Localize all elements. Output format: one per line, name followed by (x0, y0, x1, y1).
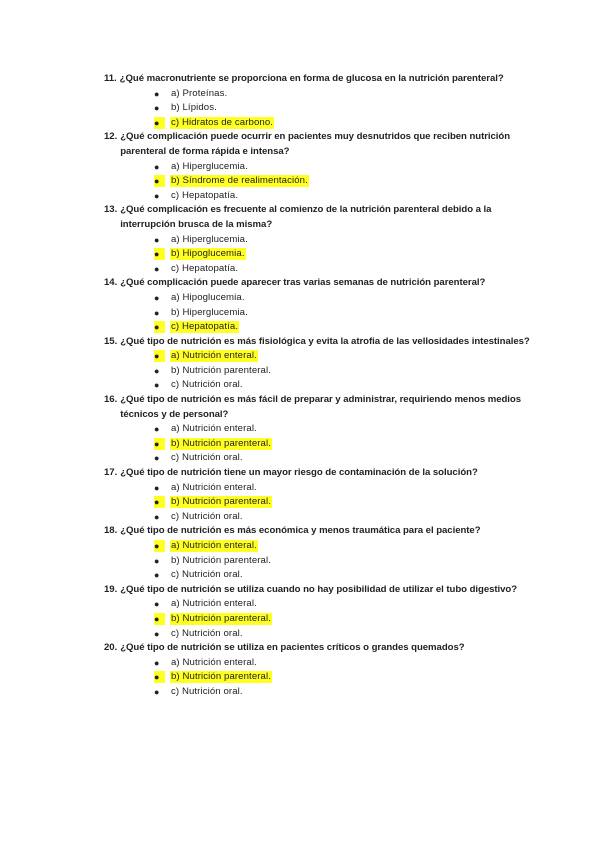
option-text: b) Nutrición parenteral. (171, 364, 271, 376)
option-text: a) Hiperglucemia. (171, 160, 248, 172)
bullet-icon: ● (154, 628, 160, 639)
option-text: a) Proteínas. (171, 87, 228, 99)
question-17 (0, 466, 600, 524)
question-body: ¿Qué complicación puede ocurrir en pacientes muy desnutridos que reciben nutrición parenteral de forma rápida e intensa? (120, 131, 511, 157)
option-b-correct (0, 437, 600, 452)
option-text: c) Hepatopatía. (171, 189, 239, 201)
option-text: c) Nutrición oral. (171, 685, 243, 697)
question-body: ¿Qué complicación puede aparecer tras varias semanas de nutrición parenteral? (120, 277, 486, 289)
option-c (0, 262, 600, 277)
option-a (0, 160, 600, 175)
option-text: a) Hiperglucemia. (171, 233, 248, 245)
option-a (0, 597, 600, 612)
bullet-icon: ● (154, 175, 165, 187)
question-number: 17. (104, 467, 118, 479)
option-text: b) Hiperglucemia. (171, 306, 248, 318)
option-c-correct (0, 116, 600, 131)
option-text: a) Hipoglucemia. (171, 291, 245, 303)
option-text: c) Nutrición oral. (171, 379, 243, 391)
bullet-icon: ● (154, 190, 160, 201)
option-text: b) Nutrición parenteral. (171, 554, 271, 566)
question-number: 13. (104, 204, 118, 216)
option-text: c) Hidratos de carbono. (171, 116, 274, 128)
question-body: ¿Qué tipo de nutrición tiene un mayor riesgo de contaminación de la solución? (120, 467, 478, 479)
option-a (0, 656, 600, 671)
option-text: a) Nutrición enteral. (171, 350, 257, 362)
question-14 (0, 276, 600, 334)
option-b-correct (0, 174, 600, 189)
bullet-icon: ● (154, 292, 160, 303)
bullet-icon: ● (154, 117, 165, 129)
option-b (0, 554, 600, 569)
question-13 (0, 203, 600, 276)
question-body: ¿Qué tipo de nutrición se utiliza en pacientes críticos o grandes quemados? (120, 642, 465, 654)
option-c (0, 568, 600, 583)
bullet-icon: ● (154, 234, 160, 245)
option-list (0, 656, 600, 700)
question-number: 11. (104, 73, 117, 84)
bullet-icon: ● (154, 686, 160, 697)
question-body: ¿Qué tipo de nutrición se utiliza cuando no hay posibilidad de utilizar el tubo digestivo? (120, 583, 518, 595)
bullet-icon: ● (154, 496, 165, 508)
question-body: ¿Qué complicación es frecuente al comienzo de la nutrición parenteral debido a la interrupción brusca de la misma? (120, 204, 492, 230)
option-b (0, 101, 600, 116)
question-number: 14. (104, 277, 118, 289)
option-text: b) Nutrición parenteral. (171, 671, 271, 683)
option-a (0, 422, 600, 437)
option-c (0, 627, 600, 642)
option-text: a) Nutrición enteral. (171, 423, 257, 435)
question-body: ¿Qué macronutriente se proporciona en forma de glucosa en la nutrición parenteral? (119, 73, 504, 84)
option-list (0, 539, 600, 583)
option-text: c) Nutrición oral. (171, 569, 243, 581)
question-number: 16. (104, 394, 118, 406)
option-c (0, 451, 600, 466)
option-c-correct (0, 320, 600, 335)
option-a (0, 87, 600, 102)
question-text (104, 72, 534, 87)
question-text (104, 276, 534, 291)
question-number: 20. (104, 642, 118, 654)
question-text (104, 524, 534, 539)
option-c (0, 510, 600, 525)
option-a (0, 233, 600, 248)
question-text (104, 203, 534, 232)
option-b-correct (0, 612, 600, 627)
question-18 (0, 524, 600, 582)
question-text (104, 641, 534, 656)
bullet-icon: ● (154, 365, 160, 376)
option-text: b) Nutrición parenteral. (171, 496, 271, 508)
option-list (0, 481, 600, 525)
option-a-correct (0, 539, 600, 554)
option-list (0, 160, 600, 204)
option-text: a) Nutrición enteral. (171, 481, 257, 493)
option-b (0, 364, 600, 379)
question-body: ¿Qué tipo de nutrición es más económica y menos traumática para el paciente? (120, 525, 481, 537)
bullet-icon: ● (154, 263, 160, 274)
bullet-icon: ● (154, 613, 165, 625)
bullet-icon: ● (154, 438, 165, 450)
question-number: 19. (104, 583, 118, 595)
question-16 (0, 393, 600, 466)
option-text: b) Nutrición parenteral. (171, 437, 271, 449)
question-15 (0, 335, 600, 393)
question-text (104, 583, 534, 598)
option-list (0, 87, 600, 131)
option-list (0, 597, 600, 641)
option-b-correct (0, 495, 600, 510)
option-b (0, 306, 600, 321)
option-a (0, 291, 600, 306)
option-text: c) Nutrición oral. (171, 510, 243, 522)
question-body: ¿Qué tipo de nutrición es más fisiológica y evita la atrofia de las vellosidades intestinales? (120, 335, 530, 347)
option-text: b) Lípidos. (171, 102, 217, 114)
question-number: 18. (104, 525, 118, 537)
question-number: 12. (104, 131, 118, 143)
question-text (104, 335, 534, 350)
bullet-icon: ● (154, 248, 165, 260)
question-11 (0, 72, 600, 130)
bullet-icon: ● (154, 350, 165, 362)
option-text: b) Nutrición parenteral. (171, 612, 271, 624)
option-text: a) Nutrición enteral. (171, 598, 257, 610)
question-text (104, 393, 534, 422)
quiz-page (0, 72, 600, 700)
option-text: c) Hepatopatía. (171, 262, 239, 274)
bullet-icon: ● (154, 657, 160, 668)
bullet-icon: ● (154, 307, 160, 318)
option-list (0, 233, 600, 277)
option-text: c) Nutrición oral. (171, 452, 243, 464)
bullet-icon: ● (154, 599, 160, 610)
bullet-icon: ● (154, 88, 160, 99)
option-a (0, 481, 600, 496)
option-c (0, 189, 600, 204)
question-body: ¿Qué tipo de nutrición es más fácil de preparar y administrar, requiriendo menos medios técnicos y de personal? (120, 394, 522, 420)
bullet-icon: ● (154, 321, 165, 333)
option-b-correct (0, 247, 600, 262)
bullet-icon: ● (154, 161, 160, 172)
question-19 (0, 583, 600, 641)
option-list (0, 422, 600, 466)
option-list (0, 291, 600, 335)
option-text: b) Síndrome de realimentación. (171, 175, 308, 187)
option-b-correct (0, 670, 600, 685)
option-c (0, 378, 600, 393)
bullet-icon: ● (154, 103, 160, 114)
bullet-icon: ● (154, 540, 165, 552)
option-text: c) Nutrición oral. (171, 627, 243, 639)
option-list (0, 349, 600, 393)
question-12 (0, 130, 600, 203)
bullet-icon: ● (154, 555, 160, 566)
bullet-icon: ● (154, 380, 160, 391)
option-text: c) Hepatopatía. (171, 321, 239, 333)
option-c (0, 685, 600, 700)
bullet-icon: ● (154, 671, 165, 683)
bullet-icon: ● (154, 482, 160, 493)
question-text (104, 130, 534, 159)
bullet-icon: ● (154, 424, 160, 435)
question-20 (0, 641, 600, 699)
bullet-icon: ● (154, 511, 160, 522)
option-a-correct (0, 349, 600, 364)
question-number: 15. (104, 335, 118, 347)
option-text: a) Nutrición enteral. (171, 540, 257, 551)
option-text: b) Hipoglucemia. (171, 248, 245, 260)
option-text: a) Nutrición enteral. (171, 656, 257, 668)
bullet-icon: ● (154, 570, 160, 581)
question-text (104, 466, 534, 481)
bullet-icon: ● (154, 453, 160, 464)
